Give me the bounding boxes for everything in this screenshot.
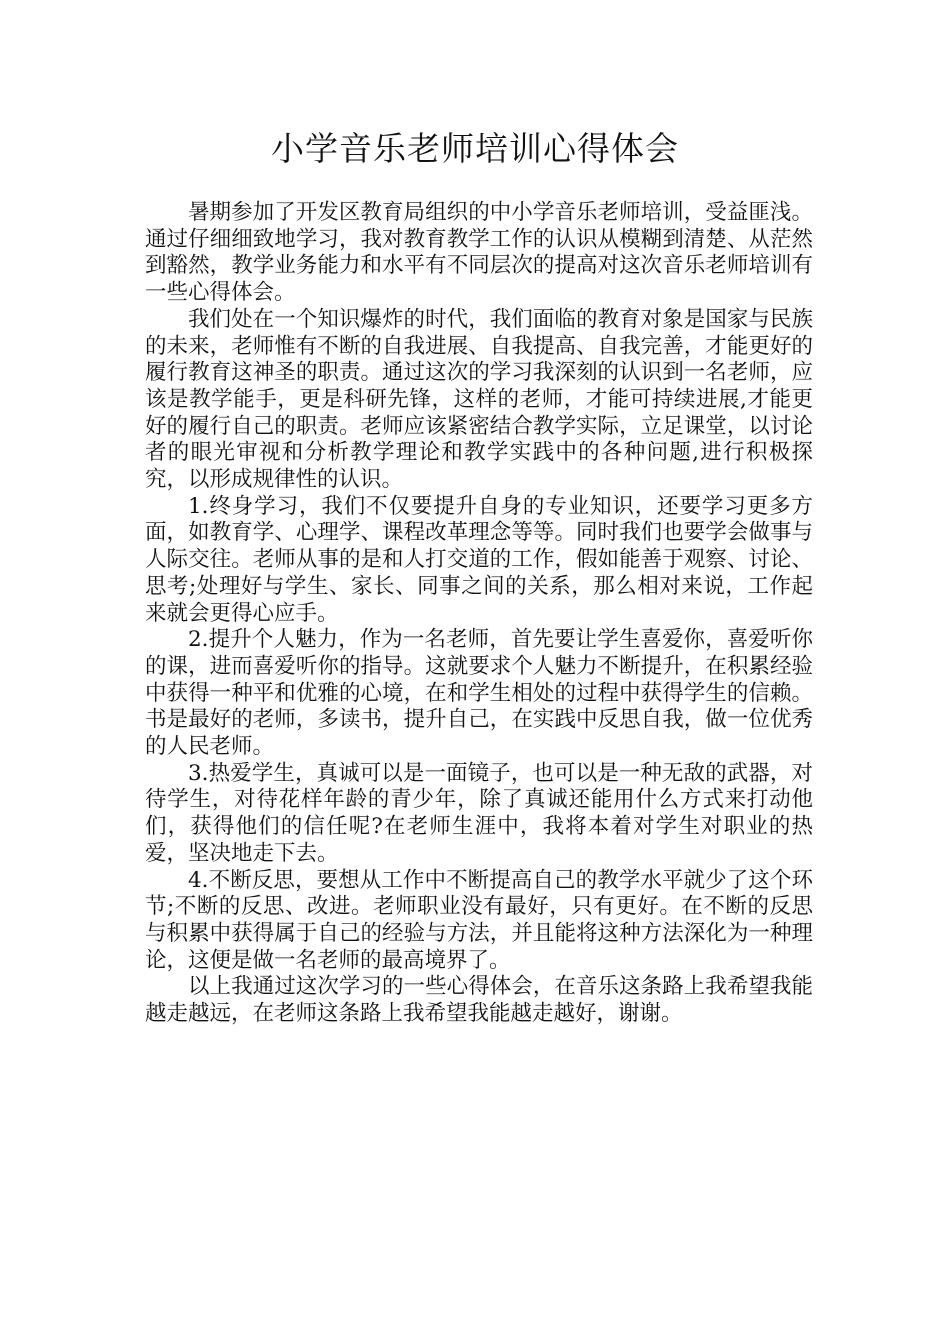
document-title: 小学音乐老师培训心得体会 [271,129,679,168]
paragraph-point-4: 4.不断反思，要想从工作中不断提高自己的教学水平就少了这个环节;不断的反思、改进。老师职业没有最好，只有更好。在不断的反思与积累中获得属于自己的经验与方法，并且能将这种方法深化为一种理论，这便是做一名老师的最高境界了。 [145,867,813,973]
paragraph-era: 我们处在一个知识爆炸的时代，我们面临的教育对象是国家与民族的未来，老师惟有不断的自我进展、自我提高、自我完善，才能更好的履行教育这神圣的职责。通过这次的学习我深刻的认识到一名老师，应该是教学能手，更是科研先锋，这样的老师，才能可持续进展,才能更好的履行自己的职责。老师应该紧密结合教学实际，立足课堂，以讨论者的眼光审视和分析教学理论和教学实践中的各种问题,进行积极探究，以形成规律性的认识。 [145,306,813,493]
paragraph-point-2: 2.提升个人魅力，作为一名老师，首先要让学生喜爱你，喜爱听你的课，进而喜爱听你的指导。这就要求个人魅力不断提升，在积累经验中获得一种平和优雅的心境，在和学生相处的过程中获得学生的信赖。书是最好的老师，多读书，提升自己，在实践中反思自我，做一位优秀的人民老师。 [145,627,813,760]
paragraph-intro: 暑期参加了开发区教育局组织的中小学音乐老师培训，受益匪浅。通过仔细细致地学习，我对教育教学工作的认识从模糊到清楚、从茫然到豁然，教学业务能力和水平有不同层次的提高对这次音乐老师培训有一些心得体会。 [145,200,813,306]
paragraph-point-3: 3.热爱学生，真诚可以是一面镜子，也可以是一种无敌的武器，对待学生，对待花样年龄的青少年，除了真诚还能用什么方式来打动他们，获得他们的信任呢?在老师生涯中，我将本着对学生对职业的热爱，坚决地走下去。 [145,760,813,866]
paragraph-point-1: 1.终身学习，我们不仅要提升自身的专业知识，还要学习更多方面，如教育学、心理学、课程改革理念等等。同时我们也要学会做事与人际交往。老师从事的是和人打交道的工作，假如能善于观察、讨论、思考;处理好与学生、家长、同事之间的关系，那么相对来说，工作起来就会更得心应手。 [145,493,813,626]
paragraph-conclusion: 以上我通过这次学习的一些心得体会，在音乐这条路上我希望我能越走越远，在老师这条路上我希望我能越走越好，谢谢。 [145,974,813,1027]
document-body [145,200,813,1028]
